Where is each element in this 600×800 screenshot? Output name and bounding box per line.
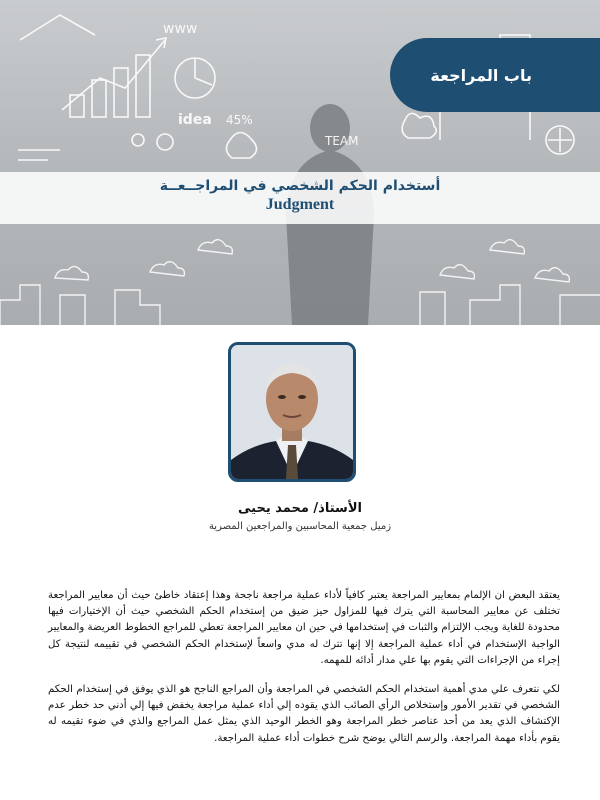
svg-text:TEAM: TEAM — [325, 134, 359, 148]
author-portrait-image — [231, 345, 353, 479]
author-photo — [228, 342, 356, 482]
svg-text:idea: idea — [178, 112, 212, 128]
svg-text:www: www — [163, 21, 198, 37]
body-paragraph: لكي نتعرف علي مدي أهمية استخدام الحكم الشخصي في المراجعة وأن المراجع الناجح هو الذي يوفق في إستخدام الحكم الشخصي في تقدير الأمور وإستخلاص الرأي الصائب الذي يقوده إلي أداء عملية مراجعة يخفض فيها إلي أدني حد خطر عدم الإكتشاف الذي يعد من أحد عناصر خطر المراجعة وهو الخطر الوحيد الذي يمثل عمل المراجع والذي في ضوء تقيمه له يقوم بأداء مهمة المراجعة. والرسم التالي يوضح شرح خطوات أداء عملية المراجعة. — [48, 684, 560, 744]
article-body — [48, 588, 560, 760]
body-paragraph: يعتقد البعض ان الإلمام بمعايير المراجعة يعتبر كافياً لأداء عملية مراجعة ناجحة وهذا إعتقاد خاطئ حيث أن معايير المراجعة تختلف عن معايير المحاسبة التي يترك فيها للمزاول حيز ضيق من إستخدام الحكم الشخصي حيث أن الإختيارات فيها محدودة للغاية ويجب الإلتزام والثبات في إستخدامها في حين ان معايير المراجعة تعطي للمراجع الخطوط العريضة والمعايير الواجبة الإستخدام في أداء عملية المراجعة إلا إنها تترك له مدي واسعاً لإستخدام الحكم الشخصي في تقييمه لنتيجة كل إجراء من الإجراءات التي يقوم بها علي مدار أدائه للمهمه. — [48, 590, 560, 666]
article-title-band — [0, 172, 600, 224]
author-affiliation: زميل جمعية المحاسبين والمراجعين المصرية — [208, 521, 392, 532]
section-label: باب المراجعة — [430, 65, 532, 85]
header-banner — [0, 0, 600, 325]
article-title-english: Judgment — [265, 196, 335, 213]
svg-text:45%: 45% — [226, 113, 253, 127]
article-title-arabic: أستخدام الحكم الشخصي في المراجــعــة — [159, 178, 441, 194]
author-name: الأستاذ/ محمد يحيى — [238, 501, 362, 516]
section-tab-audit — [390, 38, 600, 112]
